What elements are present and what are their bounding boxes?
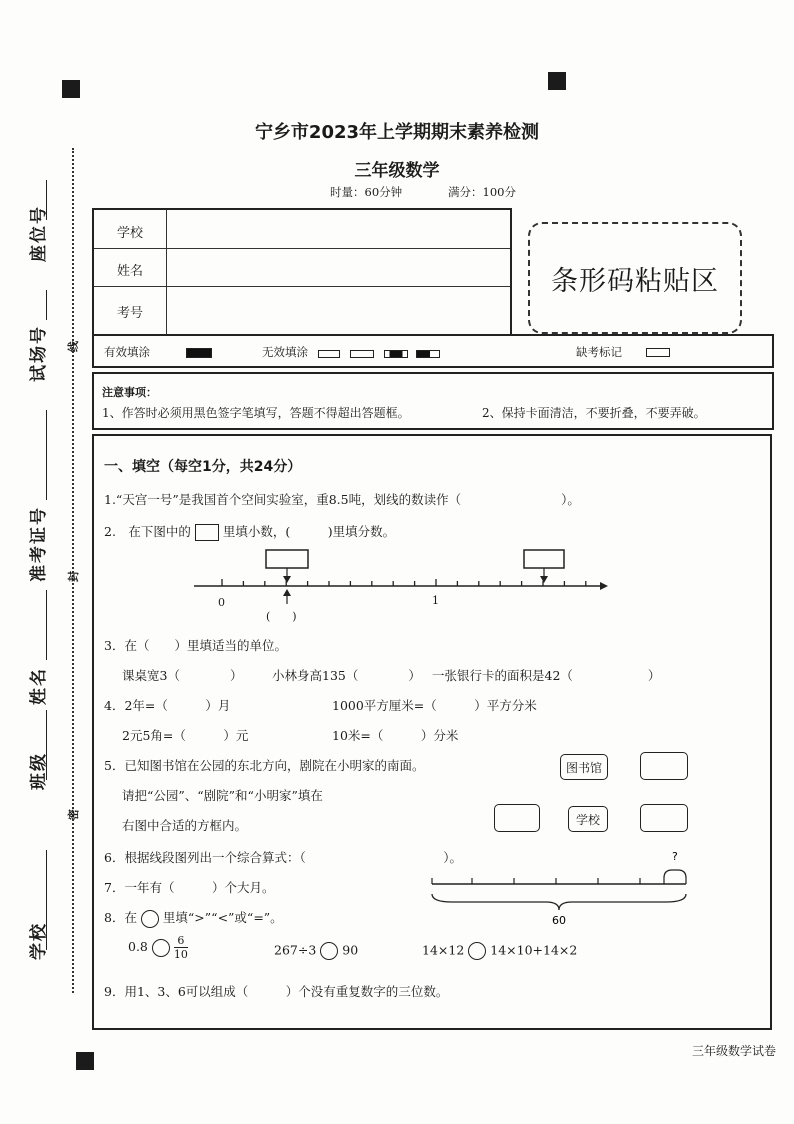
margin-underline bbox=[46, 180, 47, 220]
invalid-fill-label: 无效填涂 bbox=[262, 345, 308, 359]
circle-icon bbox=[141, 910, 159, 928]
info-label-exam-no: 考号 bbox=[116, 306, 143, 321]
notice-box bbox=[92, 372, 774, 430]
question-5-line-3: 右图中合适的方框内。 bbox=[122, 818, 248, 833]
margin-underline bbox=[46, 590, 47, 660]
question-3-b: 小林身高135（ ） bbox=[272, 668, 421, 683]
question-3: 3．在（ ）里填适当的单位。 bbox=[104, 638, 287, 653]
arrow-head bbox=[283, 589, 291, 596]
registration-mark bbox=[548, 72, 566, 90]
library-label: 图书馆 bbox=[565, 760, 602, 775]
notice-item-2: 2、保持卡面清洁，不要折叠，不要弄破。 bbox=[482, 406, 706, 420]
question-4-a: 4．2年=（ ）月 bbox=[104, 698, 231, 713]
notice-item-1: 1、作答时必须用黑色签字笔填写，答题不得超出答题框。 bbox=[102, 406, 410, 420]
segment-question-mark: ? bbox=[672, 850, 678, 863]
margin-label-exam-id: 准考证号 bbox=[29, 506, 49, 582]
question-4-b: 1000平方厘米=（ ）平方分米 bbox=[332, 698, 537, 713]
axis-arrow bbox=[600, 582, 608, 590]
registration-mark bbox=[76, 1052, 94, 1070]
number-line bbox=[194, 548, 614, 618]
map-answer-box[interactable] bbox=[640, 752, 688, 780]
answer-box-icon bbox=[195, 524, 219, 541]
margin-label-name: 姓名 bbox=[29, 667, 49, 705]
section-heading: 一、填空（每空1分，共24分） bbox=[104, 459, 302, 475]
top-brace bbox=[664, 870, 686, 878]
student-info-table bbox=[92, 208, 512, 336]
compare-c-left: 14×12 bbox=[422, 942, 465, 958]
absent-mark-label: 缺考标记 bbox=[576, 345, 622, 359]
table-divider bbox=[166, 210, 167, 334]
table-row-line bbox=[94, 248, 510, 249]
tick-label-1: 1 bbox=[432, 594, 439, 607]
bottom-brace bbox=[432, 894, 686, 910]
question-3-a: 课桌宽3（ ） bbox=[122, 668, 243, 683]
school-label: 学校 bbox=[575, 812, 600, 827]
fraction-six-tenths bbox=[174, 934, 188, 961]
map-box-school bbox=[568, 806, 608, 832]
numerator: 6 bbox=[174, 934, 188, 948]
seal-mark: 密 bbox=[67, 809, 80, 820]
margin-underline bbox=[46, 290, 47, 320]
exam-subject: 三年级数学 bbox=[354, 161, 440, 181]
compare-circle[interactable] bbox=[468, 942, 486, 960]
compare-a bbox=[128, 934, 188, 961]
question-2-post: 里填小数，( )里填分数。 bbox=[222, 524, 396, 539]
question-3-c: 一张银行卡的面积是42（ ） bbox=[432, 668, 661, 683]
answer-box-decimal[interactable] bbox=[524, 550, 564, 568]
invalid-fill-sample bbox=[416, 350, 440, 358]
question-6: 6．根据线段图列出一个综合算式：（ ）。 bbox=[104, 850, 462, 865]
compare-c-right: 14×10+14×2 bbox=[490, 942, 578, 958]
footer-label: 三年级数学试卷 bbox=[691, 1044, 776, 1058]
question-8-post: 里填“>”“<”或“=”。 bbox=[162, 910, 283, 925]
notice-title: 注意事项： bbox=[102, 386, 157, 399]
question-5-line-2: 请把“公园”、“剧院”和“小明家”填在 bbox=[122, 788, 323, 803]
compare-b-right: 90 bbox=[342, 942, 359, 958]
margin-underline bbox=[46, 410, 47, 500]
map-box-library bbox=[560, 754, 608, 780]
invalid-fill-sample bbox=[350, 350, 374, 358]
margin-label-class: 班级 bbox=[29, 752, 49, 790]
margin-label-room: 试场号 bbox=[29, 325, 49, 382]
axis-ticks bbox=[222, 579, 586, 586]
line-segment-diagram bbox=[428, 848, 690, 928]
question-2 bbox=[104, 522, 395, 541]
denominator: 10 bbox=[173, 948, 188, 961]
answer-box-decimal[interactable] bbox=[266, 550, 308, 568]
invalid-fill-sample bbox=[318, 350, 340, 358]
margin-label-seat: 座位号 bbox=[29, 205, 49, 262]
map-answer-box[interactable] bbox=[640, 804, 688, 832]
seal-mark: 线 bbox=[67, 341, 80, 352]
compare-b-left: 267÷3 bbox=[274, 942, 317, 958]
absent-mark-box bbox=[646, 348, 670, 357]
tick-label-0: 0 bbox=[218, 596, 225, 609]
margin-underline bbox=[46, 850, 47, 950]
arrow-head bbox=[283, 576, 291, 583]
question-4-d: 10米=（ ）分米 bbox=[332, 728, 459, 743]
section-fill-in-blanks bbox=[92, 434, 772, 1030]
barcode-label: 条形码粘贴区 bbox=[551, 265, 719, 297]
margin-label-school: 学校 bbox=[29, 922, 49, 960]
compare-b bbox=[274, 942, 358, 960]
seal-mark: 封 bbox=[67, 571, 80, 582]
registration-mark bbox=[62, 80, 80, 98]
margin-underline bbox=[46, 710, 47, 780]
compare-circle[interactable] bbox=[320, 942, 338, 960]
question-1: 1.“天宫一号”是我国首个空间实验室，重8.5吨，划线的数读作（ ）。 bbox=[104, 492, 580, 507]
question-8-pre: 8．在 bbox=[104, 910, 137, 925]
segment-ticks bbox=[432, 878, 686, 884]
segment-total: 60 bbox=[552, 914, 566, 927]
invalid-fill-sample bbox=[384, 350, 408, 358]
time-label: 时量：60分钟 bbox=[330, 185, 403, 199]
question-5-line-1: 5．已知图书馆在公园的东北方向，剧院在小明家的南面。 bbox=[104, 758, 425, 773]
exam-title: 宁乡市2023年上学期期末素养检测 bbox=[254, 122, 540, 143]
score-label: 满分：100分 bbox=[448, 185, 516, 199]
map-answer-box[interactable] bbox=[494, 804, 540, 832]
valid-fill-label: 有效填涂 bbox=[104, 345, 150, 359]
question-7: 7．一年有（ ）个大月。 bbox=[104, 880, 275, 895]
arrow-head bbox=[540, 576, 548, 583]
info-label-school: 学校 bbox=[116, 226, 143, 241]
table-row-line bbox=[94, 286, 510, 287]
question-2-pre: 2. 在下图中的 bbox=[104, 524, 191, 539]
compare-a-left: 0.8 bbox=[128, 939, 148, 954]
question-9: 9．用1、3、6可以组成（ ）个没有重复数字的三位数。 bbox=[104, 984, 449, 999]
compare-circle[interactable] bbox=[152, 939, 170, 957]
fraction-answer-paren: ( ) bbox=[266, 610, 297, 623]
fill-guide-row bbox=[92, 334, 774, 368]
question-4-c: 2元5角=（ ）元 bbox=[122, 728, 249, 743]
barcode-area bbox=[528, 222, 742, 334]
question-8 bbox=[104, 908, 283, 928]
compare-c bbox=[422, 942, 577, 960]
valid-fill-sample bbox=[186, 348, 212, 358]
info-label-name: 姓名 bbox=[116, 264, 143, 279]
